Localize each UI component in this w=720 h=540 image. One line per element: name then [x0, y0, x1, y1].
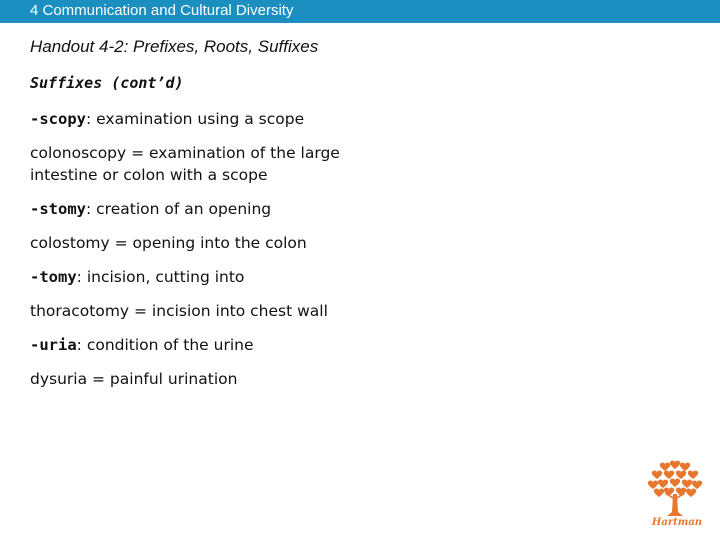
- suffix-example: colonoscopy = examination of the large intestine or colon with a scope: [30, 144, 340, 184]
- suffix-term: -tomy: [30, 268, 77, 286]
- suffix-meaning: : creation of an opening: [86, 200, 272, 218]
- suffix-definition: [30, 198, 370, 220]
- suffix-example: colostomy = opening into the colon: [30, 234, 307, 252]
- suffix-term: -scopy: [30, 110, 86, 128]
- suffix-meaning: : condition of the urine: [76, 336, 254, 354]
- suffix-definition: [30, 108, 370, 130]
- suffix-example: dysuria = painful urination: [30, 370, 238, 388]
- suffix-example: thoracotomy = incision into chest wall: [30, 302, 328, 320]
- suffix-meaning: : examination using a scope: [86, 110, 305, 128]
- suffix-term: -stomy: [30, 200, 86, 218]
- suffix-definition: [30, 334, 370, 356]
- suffix-definition: [30, 266, 370, 288]
- hartman-logo-text: Hartman: [651, 517, 703, 528]
- section-heading: Suffixes (cont’d): [30, 74, 184, 92]
- chapter-title: 4 Communication and Cultural Diversity: [30, 2, 294, 19]
- handout-title: Handout 4-2: Prefixes, Roots, Suffixes: [30, 37, 319, 56]
- suffix-meaning: : incision, cutting into: [76, 268, 245, 286]
- suffix-term: -uria: [30, 336, 77, 354]
- suffix-list: [30, 108, 370, 402]
